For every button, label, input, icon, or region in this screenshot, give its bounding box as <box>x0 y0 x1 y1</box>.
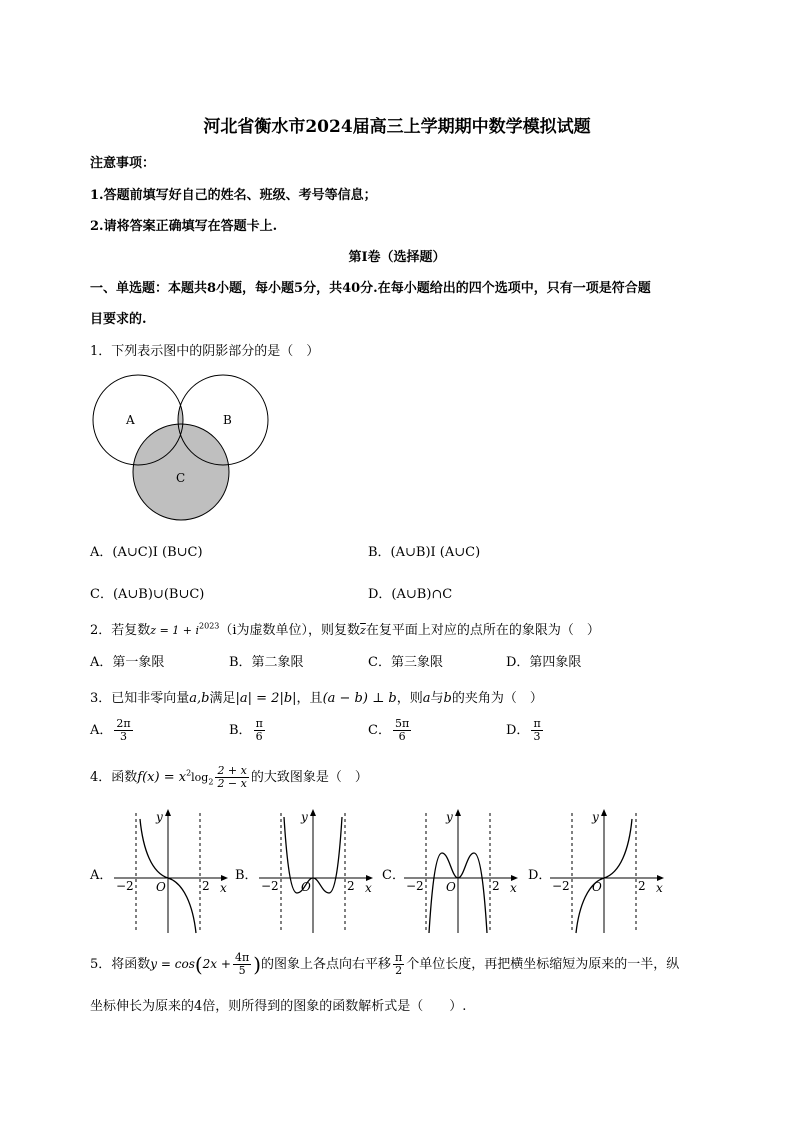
q4-stem-b: 的大致图象是（ ） <box>250 770 368 785</box>
graph-b-y-label: y <box>301 810 308 824</box>
q2-option-c[interactable]: C．第三象限 <box>368 655 443 670</box>
q4-graph-c[interactable] <box>400 805 522 935</box>
graph-a-neg: −2 <box>116 879 134 893</box>
q4-graph-b[interactable] <box>255 805 377 935</box>
section-title: 第I卷（选择题） <box>348 250 446 265</box>
q3-vector-a: a <box>422 691 431 706</box>
q3-stem-b: 满足 <box>209 691 236 706</box>
graph-c-neg: −2 <box>406 879 424 893</box>
question-3-stem <box>90 687 543 706</box>
question-5-stem: 5．将函数y = cos(2x + $\frac{4\pi}{5}$ )的图象上各点向右平移 $\frac{\pi}{2}$ 个单位长度，再把横坐标缩短为原来的一半，纵 <box>90 951 680 977</box>
q3-stem-a: 3．已知非零向量 <box>90 691 190 706</box>
notice-item-1: 1.答题前填写好自己的姓名、班级、考号等信息； <box>90 188 377 203</box>
graph-d-y-label: y <box>592 810 599 824</box>
q4-exponent: 2 <box>186 768 192 778</box>
q4-graph-d[interactable] <box>546 805 668 935</box>
page-title: 河北省衡水市2024届高三上学期期中数学模拟试题 <box>203 117 591 137</box>
q4-graph-a[interactable] <box>110 805 232 935</box>
graph-b-neg: −2 <box>261 879 279 893</box>
graph-b-origin: O <box>301 880 311 894</box>
q2-stem-c: 在复平面上对应的点所在的象限为（ ） <box>365 623 600 638</box>
q2-formula: z = 1 + i <box>150 624 200 637</box>
part1-instruction-line2: 目要求的. <box>90 312 147 327</box>
q5-shift-fraction: $\frac{\pi}{2}$ <box>395 951 403 977</box>
q4-log-base: 2 <box>208 777 214 787</box>
notice-heading: 注意事项： <box>90 156 156 171</box>
q5-stem-c: 个单位长度，再把横坐标缩短为原来的一半，纵 <box>406 957 680 972</box>
q5-stem-b: 的图象上各点向右平移 <box>261 957 392 972</box>
q3-vector-b: b <box>443 691 452 706</box>
question-4-stem <box>90 765 368 790</box>
q5-phase-fraction: $\frac{4\pi}{5}$ <box>234 951 250 977</box>
graph-d-x-label: x <box>656 881 663 895</box>
q4-fraction: $\frac{2 + x}{2 - x}$ <box>217 764 247 790</box>
q2-zbar: $\overline{z}$ <box>360 624 366 637</box>
q2-stem-b: （i为虚数单位），则复数 <box>219 623 361 638</box>
part1-instruction-line1: 一、单选题：本题共8小题，每小题5分，共40分.在每小题给出的四个选项中，只有一项是符合题 <box>90 281 651 296</box>
graph-a-x-label: x <box>220 881 227 895</box>
q3-option-b[interactable]: B． $\frac{\pi}{6}$ <box>229 717 263 743</box>
q4-log: log <box>191 771 209 784</box>
q3-option-d[interactable]: D． $\frac{\pi}{3}$ <box>506 717 541 743</box>
graph-b-x-label: x <box>365 881 372 895</box>
graph-d-neg: −2 <box>552 879 570 893</box>
venn-label-c: C <box>176 471 186 485</box>
graph-a-pos: 2 <box>202 879 210 893</box>
q4-function: f(x) = x <box>137 770 187 785</box>
venn-label-b: B <box>223 413 232 427</box>
q3-option-a[interactable]: A． $\frac{2\pi}{3}$ <box>90 717 131 743</box>
q5-function: y = cos <box>150 957 195 971</box>
q1-option-c[interactable]: C．(A∪B)∪(B∪C) <box>90 587 205 602</box>
graph-a-origin: O <box>156 880 166 894</box>
q1-option-b[interactable]: B．(A∪B)I (A∪C) <box>368 545 481 560</box>
q1-option-a[interactable]: A．(A∪C)I (B∪C) <box>90 545 203 560</box>
q3-stem-c: ，且 <box>296 691 323 706</box>
graph-d-origin: O <box>592 880 602 894</box>
q3-stem-f: 的夹角为（ ） <box>451 691 543 706</box>
q2-stem-a: 2．若复数 <box>90 623 151 638</box>
q1-option-d[interactable]: D．(A∪B)∩C <box>368 587 453 602</box>
q2-option-d[interactable]: D．第四象限 <box>506 655 582 670</box>
q2-option-a[interactable]: A．第一象限 <box>90 655 165 670</box>
graph-d-pos: 2 <box>638 879 646 893</box>
q3-stem-d: ，则 <box>396 691 423 706</box>
question-1-stem: 1．下列表示图中的阴影部分的是（ ） <box>90 344 320 359</box>
q4-option-b-label[interactable]: B． <box>235 868 258 883</box>
graph-c-origin: O <box>446 880 456 894</box>
graph-c-y-label: y <box>446 810 453 824</box>
q3-stem-e: 与 <box>430 691 444 706</box>
venn-diagram <box>86 368 276 526</box>
q5-function-inner: 2x + <box>202 957 231 971</box>
q4-option-c-label[interactable]: C． <box>382 868 405 883</box>
venn-label-a: A <box>126 413 135 427</box>
q3-condition-2: (a − b) ⊥ b <box>322 691 397 706</box>
q3-vectors: a,b <box>189 691 210 706</box>
graph-c-pos: 2 <box>492 879 500 893</box>
q4-option-a-label[interactable]: A． <box>90 868 113 883</box>
question-5-stem-line2: 坐标伸长为原来的4倍，则所得到的图象的函数解析式是（ ）. <box>90 999 467 1014</box>
graph-b-pos: 2 <box>347 879 355 893</box>
question-2-stem <box>90 619 600 638</box>
q3-condition-1: |a| = 2|b| <box>235 691 297 706</box>
notice-item-2: 2.请将答案正确填写在答题卡上. <box>90 219 278 234</box>
q5-stem-a: 5．将函数 <box>90 957 151 972</box>
q2-exponent: 2023 <box>199 621 220 631</box>
q2-option-b[interactable]: B．第二象限 <box>229 655 304 670</box>
q4-stem-a: 4．函数 <box>90 770 138 785</box>
q4-option-d-label[interactable]: D． <box>528 868 552 883</box>
graph-a-y-label: y <box>156 810 163 824</box>
q3-option-c[interactable]: C． $\frac{5\pi}{6}$ <box>368 717 410 743</box>
graph-c-x-label: x <box>510 881 517 895</box>
